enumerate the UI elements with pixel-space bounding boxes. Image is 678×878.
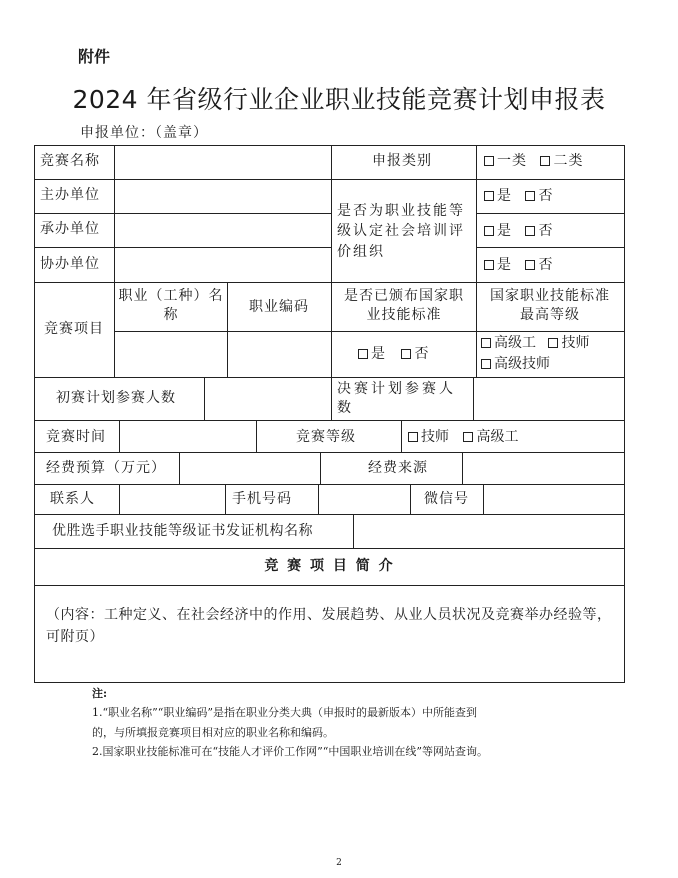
budget-label: 经费预算（万元） — [46, 460, 166, 476]
competition-item-label: 竞赛项目 — [44, 321, 104, 337]
technician-checkbox[interactable] — [408, 432, 418, 442]
notes — [92, 684, 488, 761]
wechat-label: 微信号 — [424, 491, 469, 507]
skill-org-row1: 是 否 — [484, 187, 553, 206]
no-checkbox[interactable] — [401, 349, 411, 359]
skill-org-row3: 是 否 — [484, 256, 553, 275]
competition-time-label: 竞赛时间 — [46, 429, 106, 445]
highest-level-header: 国家职业技能标准最高等级 — [490, 288, 610, 323]
highest-level-options-row2: 高级技师 — [481, 355, 550, 374]
senior-worker-checkbox[interactable] — [481, 338, 491, 348]
competition-name-label: 竞赛名称 — [40, 153, 100, 169]
category-options: 一类 二类 — [484, 152, 583, 171]
apply-category-label: 申报类别 — [372, 153, 432, 169]
yes-checkbox[interactable] — [358, 349, 368, 359]
standard-published-header: 是否已颁布国家职业技能标准 — [344, 288, 464, 323]
technician-checkbox[interactable] — [548, 338, 558, 348]
contact-label: 联系人 — [50, 491, 95, 507]
note-2: 2.国家职业技能标准可在“技能人才评价工作网”“中国职业培训在线”等网站查询。 — [92, 744, 488, 758]
prelim-count-label: 初赛计划参赛人数 — [56, 390, 176, 406]
co-organizer-label: 协办单位 — [40, 256, 100, 272]
occupation-code-header: 职业编码 — [249, 299, 309, 315]
form-title: 2024 年省级行业企业职业技能竞赛计划申报表 — [72, 85, 606, 114]
occupation-name-header: 职业（工种）名称 — [118, 288, 224, 323]
undertaker-label: 承办单位 — [40, 221, 100, 237]
highest-level-options-row1: 高级工 技师 — [481, 334, 589, 353]
skill-org-question: 是否为职业技能等级认定社会培训评价组织 — [337, 203, 465, 260]
no-checkbox[interactable] — [525, 226, 535, 236]
yes-checkbox[interactable] — [484, 191, 494, 201]
organizer-label: 主办单位 — [40, 187, 100, 203]
no-checkbox[interactable] — [525, 191, 535, 201]
page-number: 2 — [336, 858, 342, 868]
standard-published-options: 是 否 — [358, 345, 429, 364]
category-one-checkbox[interactable] — [484, 156, 494, 166]
attachment-label: 附件 — [78, 47, 111, 66]
notes-label: 注: — [92, 687, 108, 700]
competition-level-options: 技师 高级工 — [408, 428, 518, 447]
cert-org-label: 优胜选手职业技能等级证书发证机构名称 — [52, 523, 313, 539]
competition-level-label: 竞赛等级 — [296, 429, 356, 445]
no-checkbox[interactable] — [525, 260, 535, 270]
intro-header: 竞 赛 项 目 简 介 — [264, 558, 395, 574]
final-count-label: 决赛计划参赛人数 — [337, 381, 456, 416]
fund-source-label: 经费来源 — [368, 460, 428, 476]
senior-worker-checkbox[interactable] — [463, 432, 473, 442]
yes-checkbox[interactable] — [484, 226, 494, 236]
yes-checkbox[interactable] — [484, 260, 494, 270]
note-1-line-1: 1.“职业名称”“职业编码”是指在职业分类大典（申报时的最新版本）中所能查到 — [92, 706, 477, 720]
applicant-unit-label: 申报单位：（盖章） — [80, 125, 208, 141]
senior-technician-checkbox[interactable] — [481, 359, 491, 369]
note-1-line-2: 的，与所填报竞赛项目相对应的职业名称和编码。 — [92, 725, 334, 739]
category-two-checkbox[interactable] — [540, 156, 550, 166]
intro-content: （内容：工种定义、在社会经济中的作用、发展趋势、从业人员状况及竞赛举办经验等，可附页） — [46, 607, 612, 646]
skill-org-row2: 是 否 — [484, 222, 553, 241]
phone-label: 手机号码 — [232, 491, 292, 507]
